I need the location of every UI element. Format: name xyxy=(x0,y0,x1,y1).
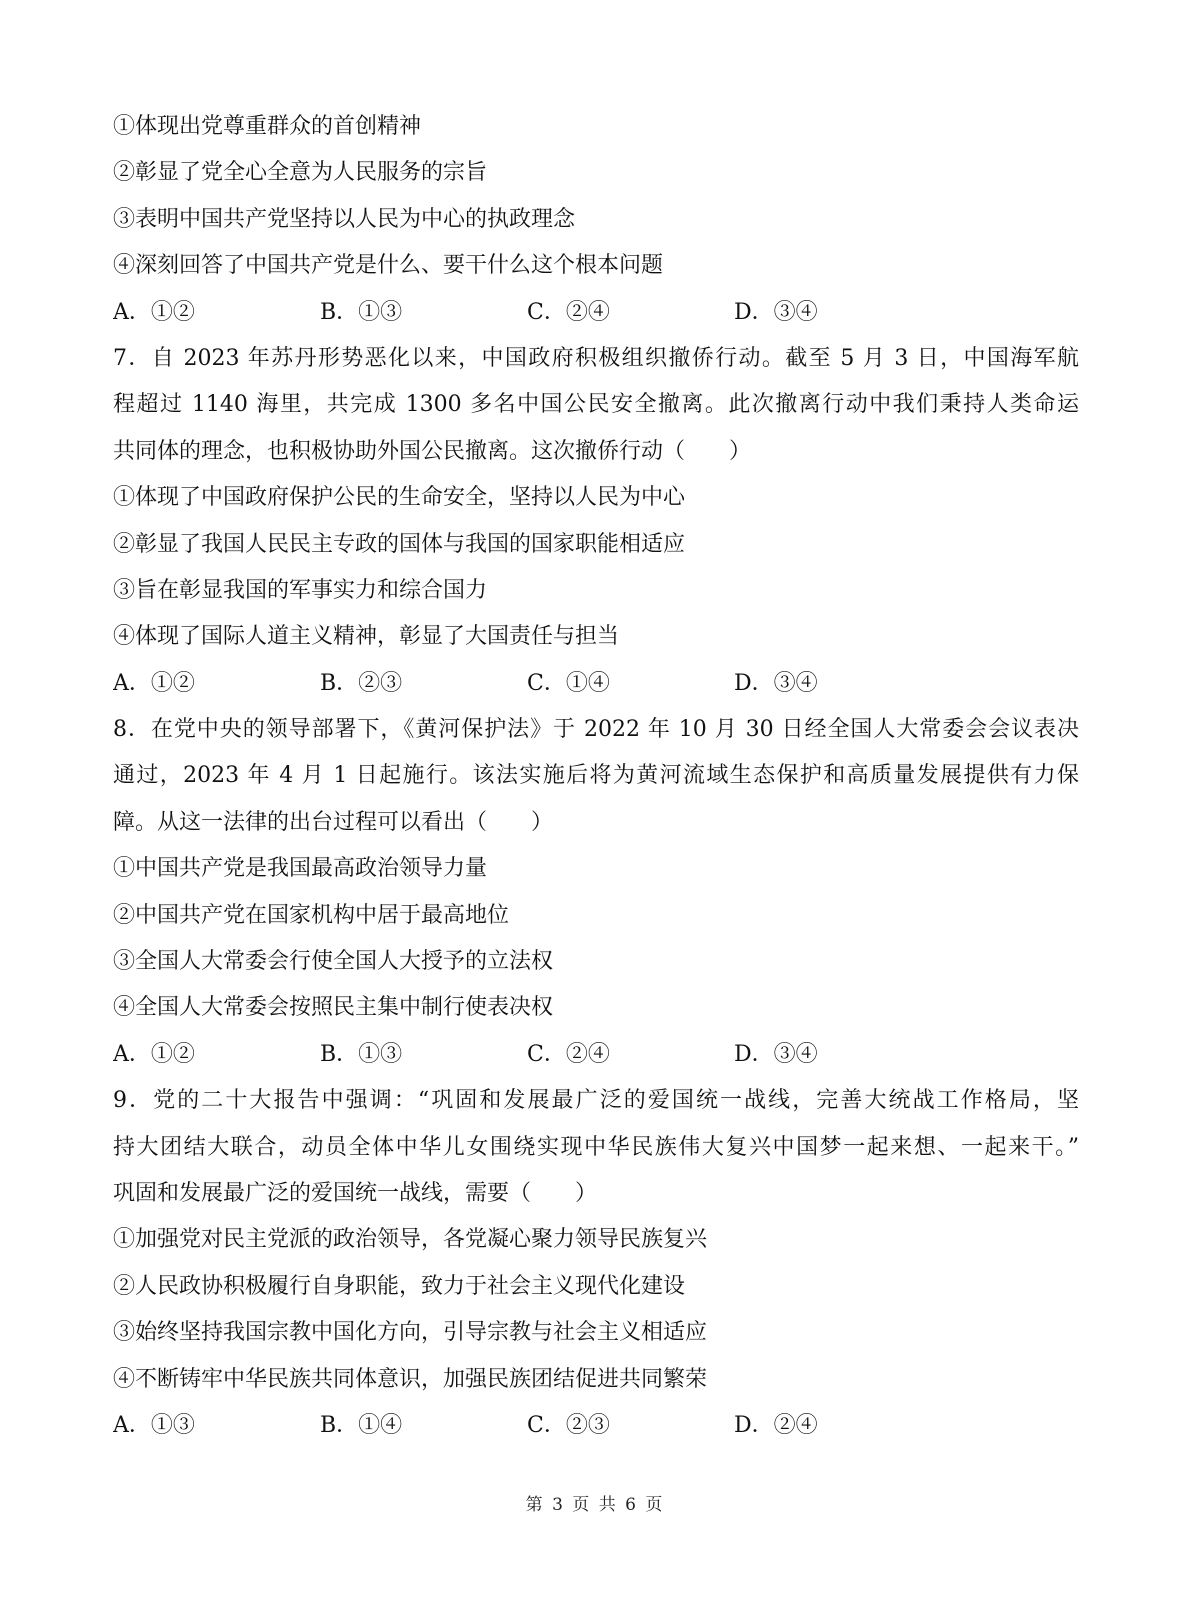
q6-option-a: A．①② xyxy=(113,299,195,325)
q9-stem-line-1: 9．党的二十大报告中强调：“巩固和发展最广泛的爱国统一战线，完善大统战工作格局，坚 xyxy=(113,1088,1079,1114)
q6-item-2: ②彰显了党全心全意为人民服务的宗旨 xyxy=(113,160,488,186)
q7-item-1: ①体现了中国政府保护公民的生命安全，坚持以人民为中心 xyxy=(113,485,686,511)
q9-option-c: C．②③ xyxy=(527,1412,610,1438)
q7-option-b: B．②③ xyxy=(320,670,403,696)
q8-option-a: A．①② xyxy=(113,1041,195,1067)
q9-option-a: A．①③ xyxy=(113,1412,195,1438)
q7-stem-line-3: 共同体的理念，也积极协助外国公民撤离。这次撤侨行动（ ） xyxy=(113,438,752,464)
q8-item-4: ④全国人大常委会按照民主集中制行使表决权 xyxy=(113,995,554,1021)
q8-stem-line-1: 8．在党中央的领导部署下，《黄河保护法》于 2022 年 10 月 30 日经全国人大常委会会议表决 xyxy=(113,717,1079,743)
q9-item-1: ①加强党对民主党派的政治领导，各党凝心聚力领导民族复兴 xyxy=(113,1227,708,1253)
q7-option-a: A．①② xyxy=(113,670,195,696)
q6-option-b: B．①③ xyxy=(320,299,403,325)
q9-option-d: D．②④ xyxy=(734,1412,818,1438)
q9-stem-line-3: 巩固和发展最广泛的爱国统一战线，需要（ ） xyxy=(113,1180,598,1206)
q7-option-d: D．③④ xyxy=(734,670,818,696)
q8-option-b: B．①③ xyxy=(320,1041,403,1067)
q7-option-c: C．①④ xyxy=(527,670,610,696)
q6-options xyxy=(113,290,1079,336)
q8-stem-line-3: 障。从这一法律的出台过程可以看出（ ） xyxy=(113,809,554,835)
q7-item-3: ③旨在彰显我国的军事实力和综合国力 xyxy=(113,577,488,603)
q6-item-1: ①体现出党尊重群众的首创精神 xyxy=(113,114,422,139)
q8-item-1: ①中国共产党是我国最高政治领导力量 xyxy=(113,856,488,882)
question-7 xyxy=(113,336,1079,707)
q7-stem-line-1: 7．自 2023 年苏丹形势恶化以来，中国政府积极组织撤侨行动。截至 5 月 3 日，中国海军航 xyxy=(113,345,1079,371)
q9-stem-line-2: 持大团结大联合，动员全体中华儿女围绕实现中华民族伟大复兴中国梦一起来想、一起来干。” xyxy=(113,1134,1079,1160)
q7-stem-line-2: 程超过 1140 海里，共完成 1300 多名中国公民安全撤离。此次撤离行动中我们秉持人类命运 xyxy=(113,392,1079,418)
q7-item-4: ④体现了国际人道主义精神，彰显了大国责任与担当 xyxy=(113,624,620,650)
question-9 xyxy=(113,1078,1079,1449)
q6-item-3: ③表明中国共产党坚持以人民为中心的执政理念 xyxy=(113,206,576,232)
q9-options xyxy=(113,1403,1079,1449)
question-6-items xyxy=(113,104,1079,290)
q8-item-2: ②中国共产党在国家机构中居于最高地位 xyxy=(113,902,510,928)
q6-item-4: ④深刻回答了中国共产党是什么、要干什么这个根本问题 xyxy=(113,253,664,279)
q8-options xyxy=(113,1032,1079,1078)
q7-options xyxy=(113,661,1079,707)
q9-item-3: ③始终坚持我国宗教中国化方向，引导宗教与社会主义相适应 xyxy=(113,1320,708,1346)
q7-item-2: ②彰显了我国人民民主专政的国体与我国的国家职能相适应 xyxy=(113,531,686,557)
q9-option-b: B．①④ xyxy=(320,1412,403,1438)
question-8 xyxy=(113,707,1079,1078)
q8-item-3: ③全国人大常委会行使全国人大授予的立法权 xyxy=(113,949,554,975)
question-content xyxy=(113,104,1079,1449)
q6-option-c: C．②④ xyxy=(527,299,610,325)
q8-option-d: D．③④ xyxy=(734,1041,818,1067)
q8-stem-line-2: 通过，2023 年 4 月 1 日起施行。该法实施后将为黄河流域生态保护和高质量发展提供有力保 xyxy=(113,763,1079,789)
page-footer: 第 3 页 共 6 页 xyxy=(525,1495,665,1515)
q6-option-d: D．③④ xyxy=(734,299,818,325)
q9-item-4: ④不断铸牢中华民族共同体意识，加强民族团结促进共同繁荣 xyxy=(113,1366,708,1392)
q9-item-2: ②人民政协积极履行自身职能，致力于社会主义现代化建设 xyxy=(113,1273,686,1299)
q8-option-c: C．②④ xyxy=(527,1041,610,1067)
